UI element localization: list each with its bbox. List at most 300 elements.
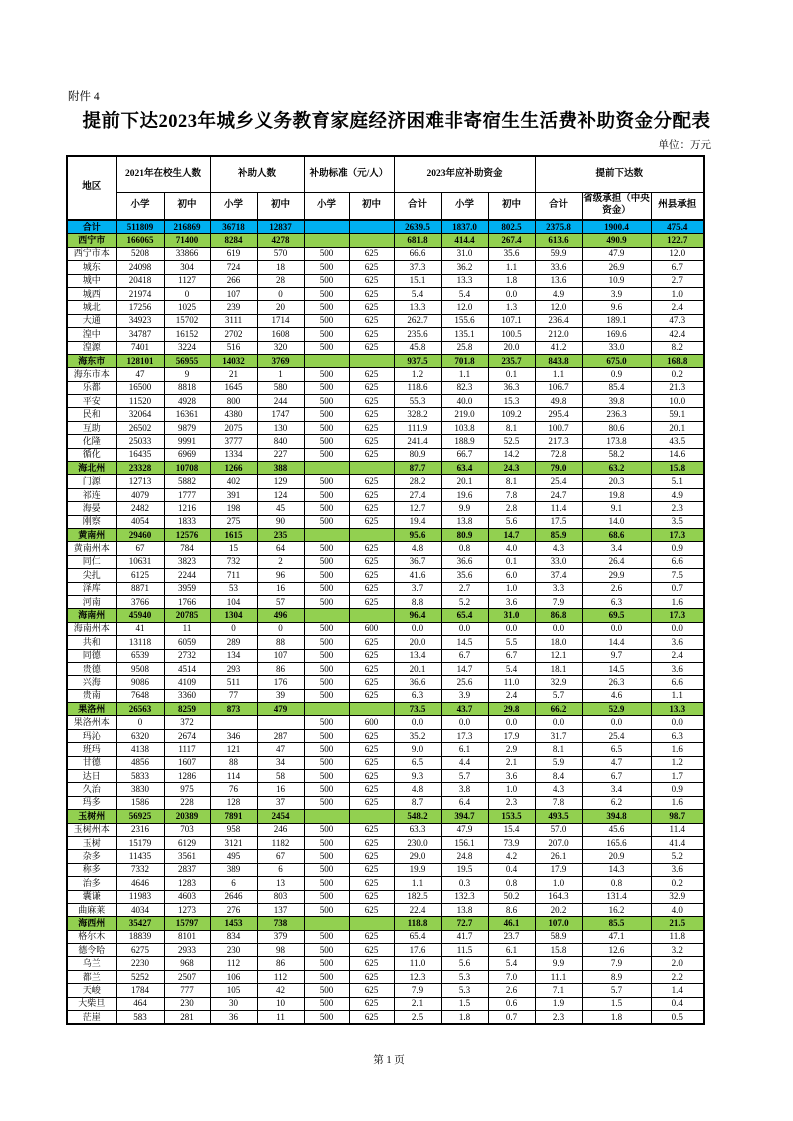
value-cell: 583 [116, 1011, 164, 1025]
value-cell: 1.2 [651, 756, 704, 769]
value-cell: 500 [304, 261, 349, 274]
value-cell: 8818 [164, 381, 210, 394]
value-cell: 625 [349, 662, 394, 675]
value-cell: 1.2 [394, 368, 441, 381]
value-cell: 98.7 [651, 810, 704, 823]
value-cell: 16 [257, 783, 304, 796]
col-header-total: 合计 [394, 192, 441, 220]
value-cell: 0 [210, 622, 257, 635]
value-cell: 3121 [210, 836, 257, 849]
value-cell: 20.0 [488, 341, 535, 354]
value-cell: 189.1 [582, 314, 651, 327]
value-cell: 16500 [116, 381, 164, 394]
value-cell: 5.3 [441, 970, 488, 983]
table-row [67, 917, 704, 930]
value-cell: 11.5 [441, 944, 488, 957]
col-header-primary: 小学 [441, 192, 488, 220]
table-row [67, 462, 704, 475]
value-cell: 35.2 [394, 729, 441, 742]
table-row [67, 220, 704, 234]
value-cell: 11983 [116, 890, 164, 903]
value-cell: 500 [304, 676, 349, 689]
value-cell: 109.2 [488, 408, 535, 421]
value-cell: 25.8 [441, 341, 488, 354]
value-cell: 738 [257, 917, 304, 930]
value-cell: 124 [257, 488, 304, 501]
value-cell: 840 [257, 435, 304, 448]
value-cell: 35.6 [488, 247, 535, 260]
value-cell: 15.8 [535, 944, 582, 957]
value-cell: 276 [210, 903, 257, 916]
value-cell: 1900.4 [582, 220, 651, 234]
value-cell: 87.7 [394, 462, 441, 475]
value-cell: 14032 [210, 354, 257, 367]
value-cell: 12713 [116, 475, 164, 488]
value-cell: 3959 [164, 582, 210, 595]
value-cell: 3.4 [582, 783, 651, 796]
value-cell: 2646 [210, 890, 257, 903]
value-cell: 40.0 [441, 395, 488, 408]
value-cell: 4856 [116, 756, 164, 769]
value-cell [304, 528, 349, 541]
value-cell: 4278 [257, 234, 304, 247]
value-cell: 4.3 [535, 783, 582, 796]
col-group-2023-due-funds: 2023年应补助资金 [394, 156, 535, 192]
value-cell: 3.6 [651, 662, 704, 675]
value-cell: 0.4 [651, 997, 704, 1010]
value-cell [349, 609, 394, 622]
value-cell: 3.5 [651, 515, 704, 528]
value-cell: 500 [304, 863, 349, 876]
value-cell: 10.9 [582, 274, 651, 287]
value-cell: 66.6 [394, 247, 441, 260]
table-row [67, 676, 704, 689]
value-cell: 132.3 [441, 890, 488, 903]
value-cell: 388 [257, 462, 304, 475]
value-cell: 45 [257, 502, 304, 515]
value-cell: 63.3 [394, 823, 441, 836]
value-cell: 3777 [210, 435, 257, 448]
value-cell: 394.8 [582, 810, 651, 823]
value-cell: 112 [210, 957, 257, 970]
value-cell: 625 [349, 395, 394, 408]
value-cell: 3.6 [651, 863, 704, 876]
value-cell: 118.8 [394, 917, 441, 930]
value-cell: 2.3 [535, 1011, 582, 1025]
value-cell: 2.3 [488, 796, 535, 809]
value-cell: 1.8 [488, 274, 535, 287]
value-cell: 625 [349, 984, 394, 997]
value-cell: 2639.5 [394, 220, 441, 234]
value-cell: 15797 [164, 917, 210, 930]
value-cell: 8.7 [394, 796, 441, 809]
value-cell: 57.0 [535, 823, 582, 836]
value-cell: 5.3 [441, 984, 488, 997]
value-cell: 28.2 [394, 475, 441, 488]
value-cell: 64 [257, 542, 304, 555]
value-cell [304, 220, 349, 234]
value-cell: 13 [257, 877, 304, 890]
value-cell: 275 [210, 515, 257, 528]
value-cell: 69.5 [582, 609, 651, 622]
value-cell: 12.0 [651, 247, 704, 260]
value-cell: 2702 [210, 328, 257, 341]
value-cell: 111.9 [394, 421, 441, 434]
value-cell: 2.1 [394, 997, 441, 1010]
value-cell: 8.6 [488, 903, 535, 916]
value-cell: 65.4 [441, 609, 488, 622]
value-cell: 32.9 [535, 676, 582, 689]
value-cell: 500 [304, 569, 349, 582]
table-row [67, 903, 704, 916]
value-cell: 17.3 [441, 729, 488, 742]
value-cell: 0.0 [582, 622, 651, 635]
value-cell: 490.9 [582, 234, 651, 247]
value-cell: 1784 [116, 984, 164, 997]
value-cell: 701.8 [441, 354, 488, 367]
value-cell: 1.1 [394, 877, 441, 890]
value-cell: 262.7 [394, 314, 441, 327]
value-cell: 58 [257, 770, 304, 783]
value-cell: 5.2 [441, 595, 488, 608]
value-cell: 29.0 [394, 850, 441, 863]
value-cell: 625 [349, 689, 394, 702]
value-cell: 129 [257, 475, 304, 488]
region-label: 黄南州本 [67, 542, 116, 555]
value-cell: 14.4 [582, 636, 651, 649]
value-cell: 0.0 [651, 716, 704, 729]
value-cell: 165.6 [582, 836, 651, 849]
value-cell: 293 [210, 662, 257, 675]
value-cell: 100.5 [488, 328, 535, 341]
value-cell: 68.6 [582, 528, 651, 541]
value-cell: 3561 [164, 850, 210, 863]
value-cell: 9991 [164, 435, 210, 448]
value-cell: 2.1 [488, 756, 535, 769]
value-cell: 11 [164, 622, 210, 635]
value-cell: 2482 [116, 502, 164, 515]
region-label: 海北州 [67, 462, 116, 475]
value-cell: 36.2 [441, 261, 488, 274]
region-label: 泽库 [67, 582, 116, 595]
table-row [67, 542, 704, 555]
value-cell: 7.9 [394, 984, 441, 997]
value-cell: 1.0 [535, 877, 582, 890]
value-cell: 0.8 [441, 542, 488, 555]
col-header-junior: 初中 [488, 192, 535, 220]
value-cell: 12.3 [394, 970, 441, 983]
value-cell: 4646 [116, 877, 164, 890]
region-label: 湟源 [67, 341, 116, 354]
value-cell: 3.6 [488, 595, 535, 608]
value-cell: 8101 [164, 930, 210, 943]
region-label: 玛沁 [67, 729, 116, 742]
value-cell: 15.1 [394, 274, 441, 287]
value-cell: 625 [349, 944, 394, 957]
value-cell: 6.1 [441, 743, 488, 756]
value-cell: 13.6 [535, 274, 582, 287]
value-cell: 17.9 [488, 729, 535, 742]
value-cell: 1.8 [441, 1011, 488, 1025]
region-label: 祁连 [67, 488, 116, 501]
value-cell: 600 [349, 716, 394, 729]
value-cell: 166065 [116, 234, 164, 247]
table-row [67, 435, 704, 448]
value-cell: 72.8 [535, 448, 582, 461]
value-cell: 511809 [116, 220, 164, 234]
value-cell: 2 [257, 555, 304, 568]
value-cell: 18.1 [535, 662, 582, 675]
value-cell: 7332 [116, 863, 164, 876]
value-cell: 9.0 [394, 743, 441, 756]
value-cell: 41.7 [441, 930, 488, 943]
value-cell: 17.3 [651, 528, 704, 541]
value-cell: 1182 [257, 836, 304, 849]
value-cell [304, 609, 349, 622]
value-cell: 0.7 [488, 1011, 535, 1025]
value-cell: 548.2 [394, 810, 441, 823]
table-header [67, 156, 704, 220]
value-cell: 23.7 [488, 930, 535, 943]
table-row [67, 970, 704, 983]
region-label: 互助 [67, 421, 116, 434]
value-cell: 281 [164, 1011, 210, 1025]
value-cell: 5252 [116, 970, 164, 983]
value-cell: 625 [349, 341, 394, 354]
value-cell: 320 [257, 341, 304, 354]
value-cell: 625 [349, 475, 394, 488]
value-cell: 4514 [164, 662, 210, 675]
value-cell: 8.1 [488, 475, 535, 488]
value-cell: 803 [257, 890, 304, 903]
col-group-subsidized-count: 补助人数 [210, 156, 304, 192]
value-cell: 21974 [116, 287, 164, 300]
value-cell: 26.3 [582, 676, 651, 689]
value-cell: 8.1 [535, 743, 582, 756]
value-cell: 36.3 [488, 381, 535, 394]
value-cell: 500 [304, 314, 349, 327]
region-label: 河南 [67, 595, 116, 608]
value-cell: 26563 [116, 703, 164, 716]
value-cell: 675.0 [582, 354, 651, 367]
value-cell: 67 [116, 542, 164, 555]
value-cell: 173.8 [582, 435, 651, 448]
value-cell: 13.3 [441, 274, 488, 287]
value-cell: 0.2 [651, 368, 704, 381]
value-cell: 1216 [164, 502, 210, 515]
col-header-junior: 初中 [257, 192, 304, 220]
table-row [67, 649, 704, 662]
value-cell: 35427 [116, 917, 164, 930]
value-cell: 11.4 [651, 823, 704, 836]
value-cell: 33.0 [535, 555, 582, 568]
value-cell: 511 [210, 676, 257, 689]
value-cell: 63.2 [582, 462, 651, 475]
table-row [67, 890, 704, 903]
value-cell: 47.9 [441, 823, 488, 836]
value-cell: 304 [164, 261, 210, 274]
value-cell: 873 [210, 703, 257, 716]
value-cell: 12576 [164, 528, 210, 541]
value-cell: 0 [164, 287, 210, 300]
value-cell [349, 462, 394, 475]
value-cell: 47 [257, 743, 304, 756]
value-cell: 1.4 [651, 984, 704, 997]
value-cell: 6.4 [441, 796, 488, 809]
value-cell: 0.6 [488, 997, 535, 1010]
value-cell: 26.1 [535, 850, 582, 863]
value-cell: 6 [257, 863, 304, 876]
value-cell: 625 [349, 823, 394, 836]
region-label: 兴海 [67, 676, 116, 689]
value-cell: 784 [164, 542, 210, 555]
value-cell: 2230 [116, 957, 164, 970]
value-cell [304, 234, 349, 247]
value-cell: 625 [349, 729, 394, 742]
value-cell: 5.7 [535, 689, 582, 702]
value-cell: 3.4 [582, 542, 651, 555]
value-cell: 241.4 [394, 435, 441, 448]
value-cell: 212.0 [535, 328, 582, 341]
table-row [67, 354, 704, 367]
value-cell: 11.0 [488, 676, 535, 689]
value-cell: 2.6 [488, 984, 535, 997]
value-cell: 42.4 [651, 328, 704, 341]
unit-label: 单位：万元 [658, 140, 711, 151]
value-cell: 182.5 [394, 890, 441, 903]
value-cell: 6129 [164, 836, 210, 849]
value-cell: 2244 [164, 569, 210, 582]
value-cell: 29460 [116, 528, 164, 541]
region-label: 城西 [67, 287, 116, 300]
table-row [67, 836, 704, 849]
value-cell: 1.8 [582, 1011, 651, 1025]
value-cell: 8.8 [394, 595, 441, 608]
table-row [67, 234, 704, 247]
value-cell: 6.2 [582, 796, 651, 809]
value-cell: 500 [304, 395, 349, 408]
value-cell: 625 [349, 957, 394, 970]
value-cell: 1.0 [488, 582, 535, 595]
value-cell: 236.4 [535, 314, 582, 327]
value-cell: 625 [349, 796, 394, 809]
value-cell: 0.7 [651, 582, 704, 595]
value-cell: 625 [349, 301, 394, 314]
value-cell: 402 [210, 475, 257, 488]
value-cell: 230 [164, 997, 210, 1010]
value-cell: 15.4 [488, 823, 535, 836]
value-cell: 2732 [164, 649, 210, 662]
value-cell: 2507 [164, 970, 210, 983]
value-cell: 45.6 [582, 823, 651, 836]
value-cell: 6.0 [488, 569, 535, 582]
value-cell: 1273 [164, 903, 210, 916]
table-row [67, 662, 704, 675]
region-label: 治多 [67, 877, 116, 890]
value-cell: 5.6 [441, 957, 488, 970]
value-cell: 0.8 [488, 877, 535, 890]
value-cell: 0.1 [488, 555, 535, 568]
value-cell: 20.9 [582, 850, 651, 863]
col-group-enrollment-2021: 2021年在校生人数 [116, 156, 210, 192]
value-cell: 9.9 [441, 502, 488, 515]
value-cell: 625 [349, 636, 394, 649]
col-group-advance-allocation: 提前下达数 [535, 156, 704, 192]
value-cell: 8.9 [582, 970, 651, 983]
value-cell: 5882 [164, 475, 210, 488]
value-cell: 8259 [164, 703, 210, 716]
value-cell: 1.1 [441, 368, 488, 381]
value-cell: 724 [210, 261, 257, 274]
value-cell: 500 [304, 408, 349, 421]
region-label: 城东 [67, 261, 116, 274]
table-row [67, 823, 704, 836]
value-cell: 500 [304, 301, 349, 314]
value-cell: 3.7 [394, 582, 441, 595]
table-row [67, 502, 704, 515]
value-cell: 625 [349, 582, 394, 595]
value-cell: 85.5 [582, 917, 651, 930]
value-cell: 500 [304, 903, 349, 916]
value-cell [304, 354, 349, 367]
value-cell: 500 [304, 729, 349, 742]
value-cell: 1833 [164, 515, 210, 528]
table-row [67, 877, 704, 890]
region-label: 玉树州 [67, 810, 116, 823]
value-cell: 72.7 [441, 917, 488, 930]
value-cell: 500 [304, 783, 349, 796]
value-cell: 4.4 [441, 756, 488, 769]
table-row [67, 944, 704, 957]
value-cell: 2.7 [441, 582, 488, 595]
value-cell: 1586 [116, 796, 164, 809]
value-cell: 8871 [116, 582, 164, 595]
value-cell: 500 [304, 877, 349, 890]
value-cell: 41 [116, 622, 164, 635]
value-cell: 26502 [116, 421, 164, 434]
value-cell: 169.6 [582, 328, 651, 341]
value-cell: 9.7 [582, 649, 651, 662]
value-cell: 13.8 [441, 515, 488, 528]
value-cell: 66.7 [441, 448, 488, 461]
value-cell: 39 [257, 689, 304, 702]
value-cell: 18.0 [535, 636, 582, 649]
value-cell [257, 716, 304, 729]
value-cell: 2.5 [394, 1011, 441, 1025]
value-cell: 625 [349, 274, 394, 287]
value-cell: 464 [116, 997, 164, 1010]
region-label: 贵南 [67, 689, 116, 702]
value-cell: 34 [257, 756, 304, 769]
value-cell: 14.3 [582, 863, 651, 876]
value-cell: 500 [304, 582, 349, 595]
table-row [67, 729, 704, 742]
region-label: 大柴旦 [67, 997, 116, 1010]
value-cell: 625 [349, 877, 394, 890]
value-cell: 625 [349, 287, 394, 300]
table-row [67, 569, 704, 582]
value-cell: 12.6 [582, 944, 651, 957]
table-row [67, 984, 704, 997]
value-cell: 625 [349, 448, 394, 461]
value-cell: 500 [304, 984, 349, 997]
value-cell: 500 [304, 662, 349, 675]
value-cell: 20.1 [441, 475, 488, 488]
value-cell: 95.6 [394, 528, 441, 541]
value-cell: 1266 [210, 462, 257, 475]
value-cell: 500 [304, 1011, 349, 1025]
value-cell: 7648 [116, 689, 164, 702]
